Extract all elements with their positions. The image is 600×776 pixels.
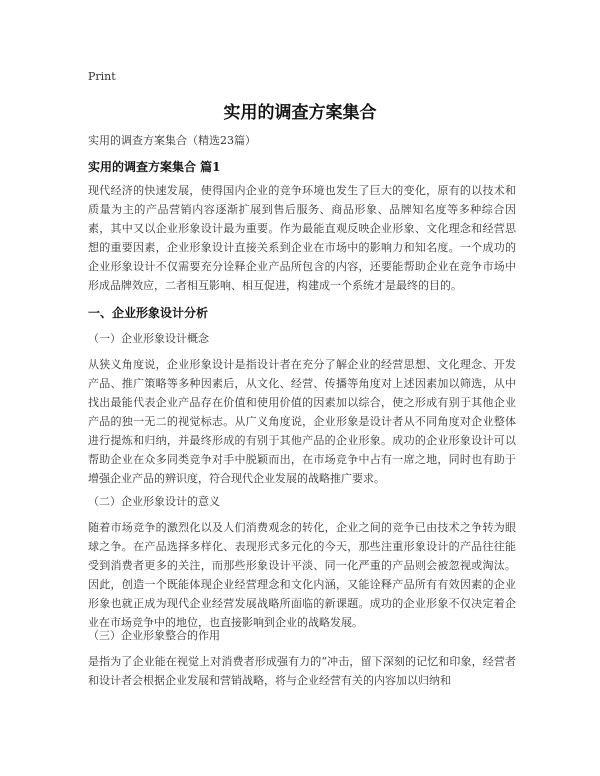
document-subtitle: 实用的调查方案集合（精选23篇） [88,134,256,147]
subsection-heading-significance: （二）企业形象设计的意义 [88,495,220,508]
concept-paragraph: 从狭义角度说，企业形象设计是指设计者在充分了解企业的经营思想、文化理念、开发产品、推广策略等多种因素后，从文化、经营、传播等角度对上述因素加以筛选，从中找出最能代表企业产品存在价值和使用价值的因素加以综合，使之形成有别于其他企业产品的独一无二的视觉标志。从广义角度说，企业形象是设计者从不同角度对企业整体进行提炼和归纳，并最终形成的有别于其他产品的企业形象。成功的企业形象设计可以帮助企业在众多同类竞争对手中脱颖而出，在市场竞争中占有一席之地，同时也有助于增强企业产品的辨识度，符合现代企业发展的战略推广要求。 [88,358,516,485]
print-label[interactable]: Print [88,70,116,83]
subsection-heading-integration: （三）企业形象整合的作用 [88,629,220,642]
page-title: 实用的调查方案集合 [223,103,377,123]
section-heading-analysis: 一、企业形象设计分析 [88,306,209,320]
subsection-heading-concept: （一）企业形象设计概念 [88,332,209,345]
integration-paragraph: 是指为了企业能在视觉上对消费者形成强有力的“冲击，留下深刻的记忆和印象，经营者和设计者会根据企业发展和营销战略，将与企业经营有关的内容加以归纳和 [88,655,516,687]
significance-paragraph: 随着市场竞争的激烈化以及人们消费观念的转化，企业之间的竞争已由技术之争转为眼球之争。在产品选择多样化、表现形式多元化的今天，那些注重形象设计的产品往往能受到消费者更多的关注，而那些形象设计平淡、同一化严重的产品则会被忽视或淘汰。因此，创造一个既能体现企业经营理念和文化内涵，又能诠释产品所有有效因素的企业形象也就正成为现代企业经营发展战略所面临的新课题。成功的企业形象不仅决定着企业在市场竞争中的地位，也直接影响到企业的战略发展。 [88,521,516,629]
intro-paragraph: 现代经济的快速发展，使得国内企业的竞争环境也发生了巨大的变化，原有的以技术和质量为主的产品营销内容逐渐扩展到售后服务、商品形象、品牌知名度等多种综合因素，其中又以企业形象设计最为重要。作为最能直观反映企业形象、文化理念和经营思想的重要因素，企业形象设计直接关系到企业在市场中的影响力和知名度。一个成功的企业形象设计不仅需要充分诠释企业产品所包含的内容，还要能帮助企业在竞争市场中形成品牌效应，二者相互影响、相互促进，构建成一个系统才是最终的目的。 [88,184,516,292]
article-heading: 实用的调查方案集合 篇1 [88,160,221,174]
